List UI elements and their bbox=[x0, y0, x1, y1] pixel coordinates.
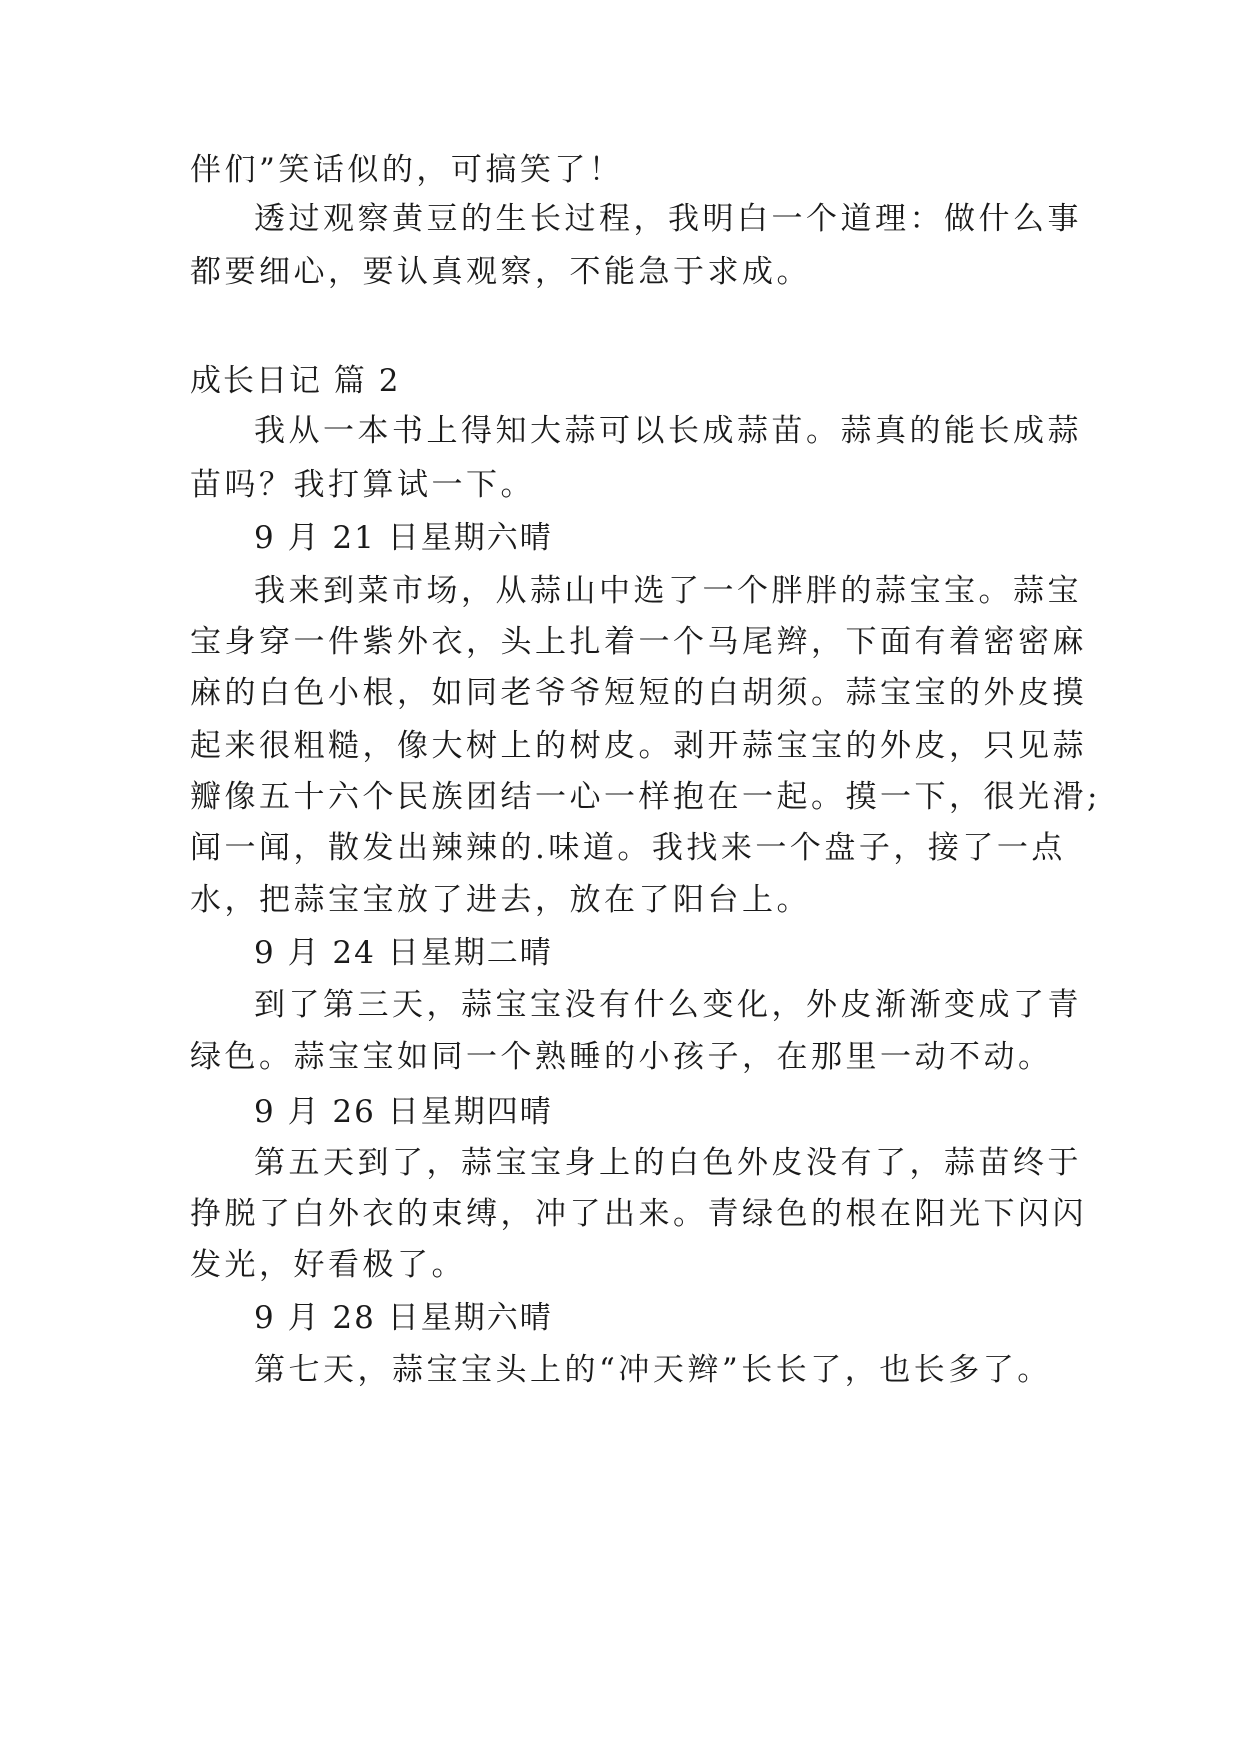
paragraph-line: 瓣像五十六个民族团结一心一样抱在一起。摸一下，很光滑; bbox=[190, 779, 1101, 815]
diary-date: 9 月 21 日星期六晴 bbox=[254, 520, 553, 556]
paragraph-line: 我来到菜市场，从蒜山中选了一个胖胖的蒜宝宝。蒜宝 bbox=[254, 573, 1082, 609]
paragraph-line: 苗吗？我打算试一下。 bbox=[190, 467, 535, 503]
diary-date: 9 月 24 日星期二晴 bbox=[254, 935, 553, 971]
paragraph-line: 我从一本书上得知大蒜可以长成蒜苗。蒜真的能长成蒜 bbox=[254, 413, 1082, 449]
paragraph-line: 起来很粗糙，像大树上的树皮。剥开蒜宝宝的外皮，只见蒜 bbox=[190, 728, 1087, 764]
diary-date: 9 月 28 日星期六晴 bbox=[254, 1300, 553, 1336]
paragraph-line: 第五天到了，蒜宝宝身上的白色外皮没有了，蒜苗终于 bbox=[254, 1145, 1082, 1181]
paragraph-line: 水，把蒜宝宝放了进去，放在了阳台上。 bbox=[190, 882, 811, 918]
paragraph-line: 绿色。蒜宝宝如同一个熟睡的小孩子，在那里一动不动。 bbox=[190, 1039, 1053, 1075]
diary-date: 9 月 26 日星期四晴 bbox=[254, 1094, 553, 1130]
paragraph-line: 伴们”笑话似的，可搞笑了！ bbox=[190, 152, 624, 188]
paragraph-line: 挣脱了白外衣的束缚，冲了出来。青绿色的根在阳光下闪闪 bbox=[190, 1196, 1087, 1232]
paragraph-line: 透过观察黄豆的生长过程，我明白一个道理：做什么事 bbox=[254, 201, 1082, 237]
section-heading: 成长日记 篇 2 bbox=[190, 363, 401, 399]
paragraph-line: 到了第三天，蒜宝宝没有什么变化，外皮渐渐变成了青 bbox=[254, 987, 1082, 1023]
paragraph-line: 都要细心，要认真观察，不能急于求成。 bbox=[190, 254, 811, 290]
paragraph-line: 第七天，蒜宝宝头上的“冲天辫”长长了，也长多了。 bbox=[254, 1352, 1052, 1388]
paragraph-line: 闻一闻，散发出辣辣的.味道。我找来一个盘子，接了一点 bbox=[190, 830, 1066, 866]
paragraph-line: 宝身穿一件紫外衣，头上扎着一个马尾辫，下面有着密密麻 bbox=[190, 624, 1087, 660]
paragraph-line: 麻的白色小根，如同老爷爷短短的白胡须。蒜宝宝的外皮摸 bbox=[190, 675, 1087, 711]
paragraph-line: 发光，好看极了。 bbox=[190, 1247, 466, 1283]
